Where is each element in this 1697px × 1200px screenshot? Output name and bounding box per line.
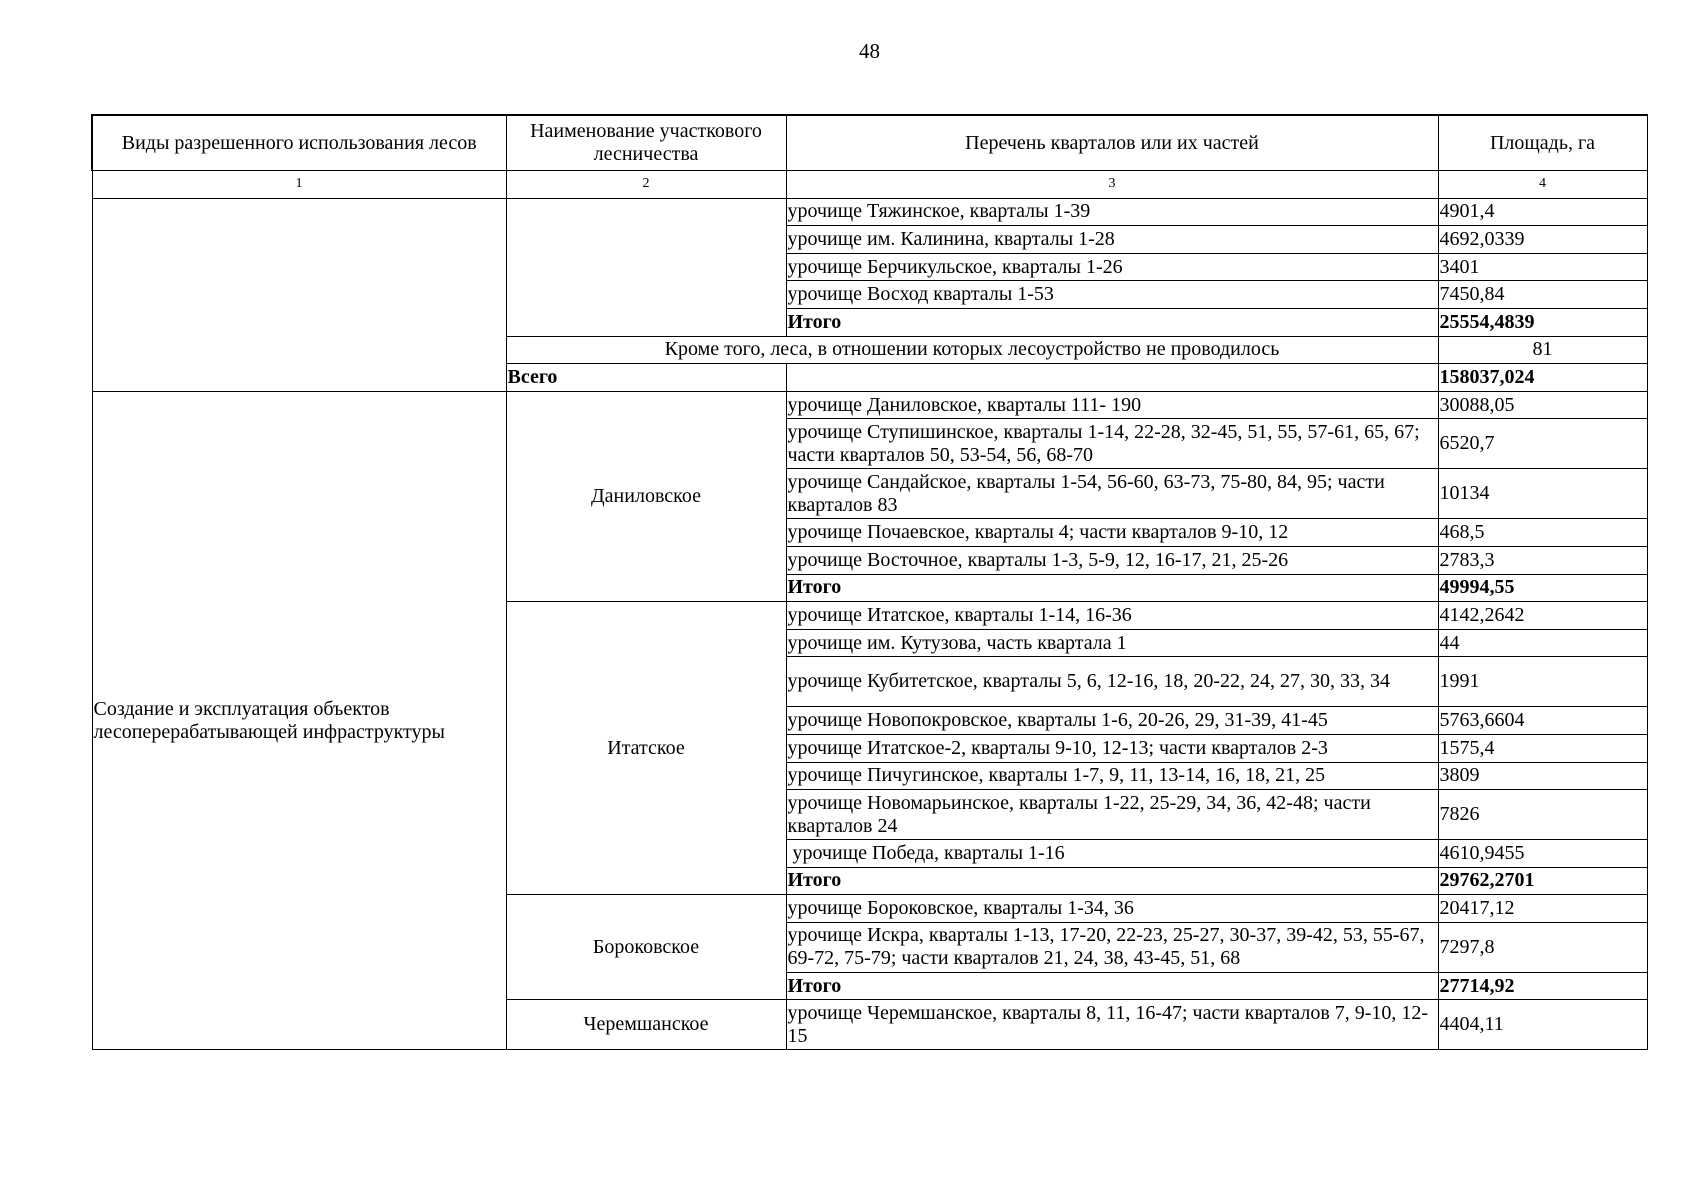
- area-cell: 7450,84: [1438, 281, 1647, 309]
- subtotal-area: 49994,55: [1438, 574, 1647, 602]
- header-district: Наименование участкового лесничества: [506, 115, 786, 171]
- header-use-type: Виды разрешенного использования лесов: [92, 115, 506, 171]
- area-cell: 4404,11: [1438, 1000, 1647, 1050]
- column-number-row: [92, 171, 1647, 199]
- area-cell: 30088,05: [1438, 391, 1647, 419]
- table-row: [92, 198, 1647, 226]
- tract-cell: урочище Почаевское, кварталы 4; части кварталов 9-10, 12: [786, 519, 1438, 547]
- district-name: Итатское: [506, 602, 786, 895]
- tract-cell: урочище Итатское, кварталы 1-14, 16-36: [786, 602, 1438, 630]
- area-cell: 20417,12: [1438, 895, 1647, 923]
- total-area: 158037,024: [1438, 364, 1647, 392]
- district-name: Бороковское: [506, 895, 786, 1000]
- area-cell: 3809: [1438, 762, 1647, 790]
- tract-cell: урочище Кубитетское, кварталы 5, 6, 12-16, 18, 20-22, 24, 27, 30, 33, 34: [786, 657, 1438, 707]
- table-row: [92, 391, 1647, 419]
- tract-cell: урочище Берчикульское, кварталы 1-26: [786, 253, 1438, 281]
- tract-cell: урочище им. Калинина, кварталы 1-28: [786, 226, 1438, 254]
- area-cell: 7297,8: [1438, 922, 1647, 972]
- area-cell: 4692,0339: [1438, 226, 1647, 254]
- extra-label: Кроме того, леса, в отношении которых лесоустройство не проводилось: [506, 336, 1438, 364]
- tract-cell: урочище Восточное, кварталы 1-3, 5-9, 12, 16-17, 21, 25-26: [786, 546, 1438, 574]
- tract-cell: урочище Победа, кварталы 1-16: [786, 840, 1438, 868]
- area-cell: 3401: [1438, 253, 1647, 281]
- tract-cell: урочище Даниловское, кварталы 111- 190: [786, 391, 1438, 419]
- area-cell: 4901,4: [1438, 198, 1647, 226]
- area-cell: 6520,7: [1438, 419, 1647, 469]
- header-tracts: Перечень кварталов или их частей: [786, 115, 1438, 171]
- area-cell: 5763,6604: [1438, 707, 1647, 735]
- subtotal-area: 25554,4839: [1438, 308, 1647, 336]
- table-header-row: [92, 115, 1647, 171]
- subtotal-label: Итого: [786, 867, 1438, 895]
- tract-cell: урочище Новопокровское, кварталы 1-6, 20-26, 29, 31-39, 41-45: [786, 707, 1438, 735]
- district-cell-empty: [506, 198, 786, 336]
- subtotal-area: 29762,2701: [1438, 867, 1647, 895]
- area-cell: 10134: [1438, 469, 1647, 519]
- total-label: Всего: [506, 364, 786, 392]
- page-number: 48: [859, 39, 880, 63]
- tract-cell: урочище Пичугинское, кварталы 1-7, 9, 11, 13-14, 16, 18, 21, 25: [786, 762, 1438, 790]
- district-name: Черемшанское: [506, 1000, 786, 1050]
- district-name: Даниловское: [506, 391, 786, 601]
- tract-cell: урочище Сандайское, кварталы 1-54, 56-60, 63-73, 75-80, 84, 95; части кварталов 83: [786, 469, 1438, 519]
- subtotal-label: Итого: [786, 972, 1438, 1000]
- column-number: 1: [92, 171, 506, 199]
- area-cell: 1575,4: [1438, 734, 1647, 762]
- subtotal-label: Итого: [786, 308, 1438, 336]
- tract-cell: урочище Итатское-2, кварталы 9-10, 12-13; части кварталов 2-3: [786, 734, 1438, 762]
- tract-cell: урочище Ступишинское, кварталы 1-14, 22-28, 32-45, 51, 55, 57-61, 65, 67; части кварталов 50, 53-54, 56, 68-70: [786, 419, 1438, 469]
- subtotal-area: 27714,92: [1438, 972, 1647, 1000]
- extra-area: 81: [1438, 336, 1647, 364]
- forest-use-table: [91, 114, 1648, 1050]
- column-number: 4: [1438, 171, 1647, 199]
- column-number: 3: [786, 171, 1438, 199]
- header-area: Площадь, га: [1438, 115, 1647, 171]
- area-cell: 7826: [1438, 790, 1647, 840]
- use-type-cell-empty: [92, 198, 506, 391]
- subtotal-label: Итого: [786, 574, 1438, 602]
- tract-cell: урочище Новомарьинское, кварталы 1-22, 25-29, 34, 36, 42-48; части кварталов 24: [786, 790, 1438, 840]
- area-cell: 2783,3: [1438, 546, 1647, 574]
- area-cell: 44: [1438, 629, 1647, 657]
- area-cell: 4610,9455: [1438, 840, 1647, 868]
- tract-cell: урочище Восход кварталы 1-53: [786, 281, 1438, 309]
- tract-cell: урочище Тяжинское, кварталы 1-39: [786, 198, 1438, 226]
- use-type-cell: Создание и эксплуатация объектов лесоперерабатывающей инфраструктуры: [92, 391, 506, 1050]
- tract-cell: урочище Черемшанское, кварталы 8, 11, 16-47; части кварталов 7, 9-10, 12-15: [786, 1000, 1438, 1050]
- area-cell: 1991: [1438, 657, 1647, 707]
- area-cell: 4142,2642: [1438, 602, 1647, 630]
- tract-cell: урочище им. Кутузова, часть квартала 1: [786, 629, 1438, 657]
- area-cell: 468,5: [1438, 519, 1647, 547]
- tract-cell: урочище Искра, кварталы 1-13, 17-20, 22-23, 25-27, 30-37, 39-42, 53, 55-67, 69-72, 75-79; части кварталов 21, 24, 38, 43-45, 51, 68: [786, 922, 1438, 972]
- total-empty: [786, 364, 1438, 392]
- column-number: 2: [506, 171, 786, 199]
- tract-cell: урочище Бороковское, кварталы 1-34, 36: [786, 895, 1438, 923]
